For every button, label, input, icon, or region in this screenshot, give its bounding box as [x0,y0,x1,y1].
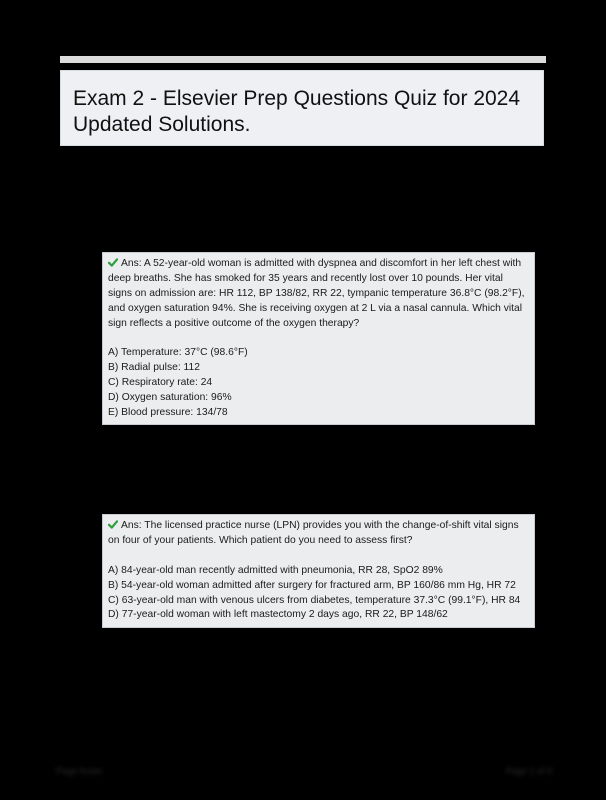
option-b: B) 54-year-old woman admitted after surgery for fractured arm, BP 160/86 mm Hg, HR 72 [108,579,516,591]
answer-prefix: Ans: [121,258,142,269]
title-box [60,70,544,146]
options-list [108,564,529,624]
question-text [108,257,529,332]
answer-prefix: Ans: [121,520,142,531]
checkmark-icon [108,258,118,267]
question-card-1 [102,252,535,425]
question-stem: The licensed practice nurse (LPN) provides you with the change-of-shift vital signs on four of your patients. Which patient do you need to assess first? [108,520,519,546]
option-c: C) 63-year-old man with venous ulcers from diabetes, temperature 37.3°C (99.1°F), HR 84 [108,594,521,606]
footer-left: Page footer [56,766,103,776]
option-a: A) 84-year-old man recently admitted with pneumonia, RR 28, SpO2 89% [108,564,443,576]
question-text [108,519,529,549]
option-c: C) Respiratory rate: 24 [108,377,213,389]
option-a: A) Temperature: 37°C (98.6°F) [108,347,248,359]
option-d: D) Oxygen saturation: 96% [108,392,232,404]
option-e: E) Blood pressure: 134/78 [108,407,228,419]
document-title: Exam 2 - Elsevier Prep Questions Quiz for 2024 Updated Solutions. [73,87,521,136]
option-d: D) 77-year-old woman with left mastectomy 2 days ago, RR 22, BP 148/62 [108,609,448,621]
question-card-2 [102,514,535,628]
option-b: B) Radial pulse: 112 [108,362,200,374]
top-rule [60,56,546,63]
footer-right: Page 1 of 8 [505,766,552,776]
checkmark-icon [108,520,118,529]
question-stem: A 52-year-old woman is admitted with dyspnea and discomfort in her left chest with deep breaths. She has smoked for 35 years and recently lost over 10 pounds. Her vital signs on admission are: HR 112, BP 138/82, RR 22, tympanic temperature 36.8°C (98.2°F), and oxygen saturation 94%. She is receiving oxygen at 2 L via a nasal cannula. Which vital sign reflects a positive outcome of the oxygen therapy? [108,258,525,329]
options-list [108,346,529,421]
